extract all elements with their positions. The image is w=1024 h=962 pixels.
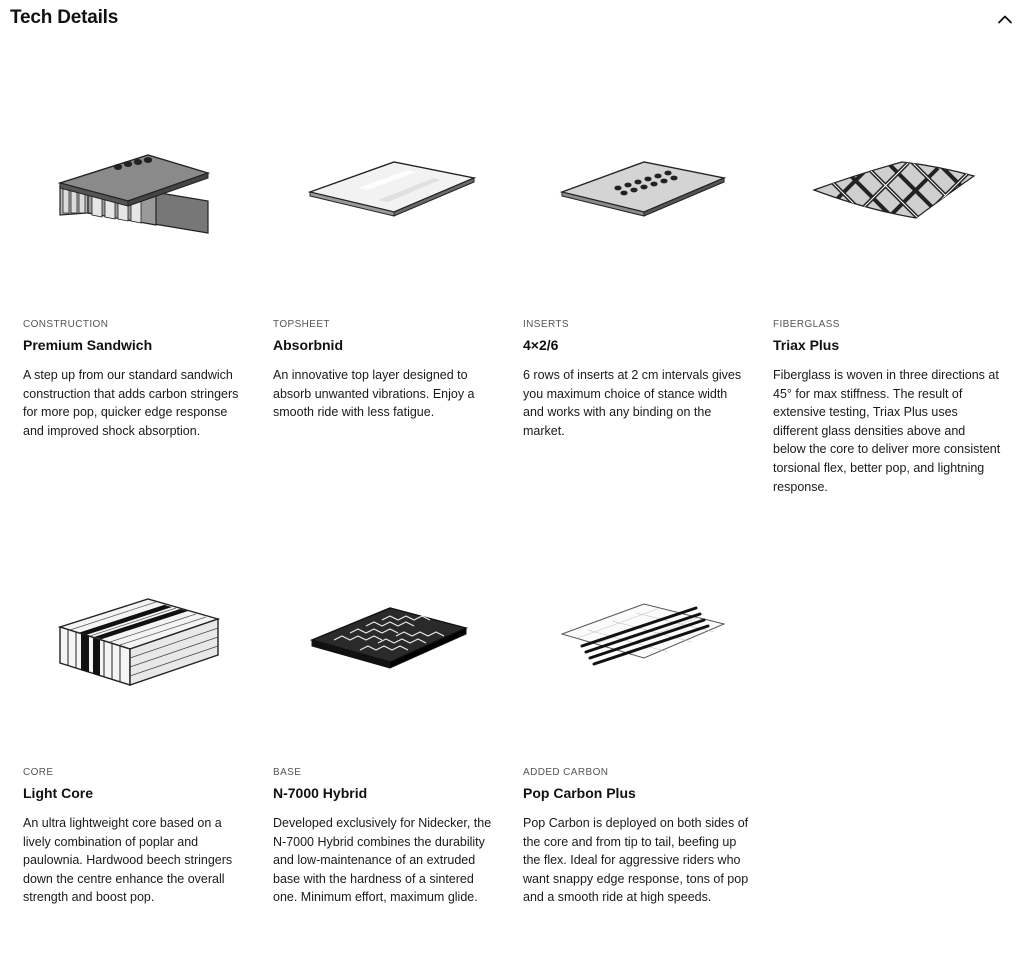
inserts-icon xyxy=(523,118,753,278)
card-category: INSERTS xyxy=(523,319,569,330)
topsheet-icon xyxy=(273,118,503,278)
section-title: Tech Details xyxy=(10,7,119,28)
card-category: FIBERGLASS xyxy=(773,319,840,330)
card-title: Absorbnid xyxy=(273,337,343,353)
card-title: Triax Plus xyxy=(773,337,840,353)
card-category: CORE xyxy=(23,767,54,778)
base-icon xyxy=(273,566,503,726)
card-description: Developed exclusively for Nidecker, the N-7000 Hybrid combines the durability and low-maintenance of an extruded base with the hardness of a sintered one. Minimum effort, maximum glide. xyxy=(273,816,492,905)
collapse-button[interactable] xyxy=(994,8,1016,30)
card-category: TOPSHEET xyxy=(273,319,330,330)
card-title: Pop Carbon Plus xyxy=(523,785,636,801)
card-description: An innovative top layer designed to absorb unwanted vibrations. Enjoy a smooth ride with less fatigue. xyxy=(273,368,475,420)
card-description: A step up from our standard sandwich construction that adds carbon stringers for more pop, quicker edge response and improved shock absorption. xyxy=(23,368,239,438)
card-description: 6 rows of inserts at 2 cm intervals gives you maximum choice of stance width and works with any binding on the market. xyxy=(523,368,742,438)
card-title: N-7000 Hybrid xyxy=(273,785,368,801)
fiberglass-weave-icon xyxy=(773,118,1003,278)
wood-core-icon xyxy=(23,566,253,726)
card-description: An ultra lightweight core based on a lively combination of poplar and paulownia. Hardwood beech stringers down the centre enhance the overall strength and boost pop. xyxy=(23,816,233,905)
chevron-up-icon xyxy=(997,14,1013,24)
card-category: CONSTRUCTION xyxy=(23,319,109,330)
tech-details-header[interactable] xyxy=(0,0,1024,40)
card-title: Light Core xyxy=(23,785,93,801)
card-category: ADDED CARBON xyxy=(523,767,609,778)
card-description: Pop Carbon is deployed on both sides of the core and from tip to tail, beefing up the flex. Ideal for aggressive riders who want snappy edge response, tons of pop and a smooth ride at high speeds. xyxy=(523,816,749,905)
card-title: Premium Sandwich xyxy=(23,337,153,353)
card-description: Fiberglass is woven in three directions at 45° for max stiffness. The result of extensive testing, Triax Plus uses different glass densities above and below the core to deliver more consistent torsional flex, better pop, and lightning response. xyxy=(773,368,1001,494)
card-title: 4×2/6 xyxy=(523,337,559,353)
card-category: BASE xyxy=(273,767,302,778)
carbon-stringers-icon xyxy=(523,566,753,726)
sandwich-construction-icon xyxy=(23,118,253,278)
